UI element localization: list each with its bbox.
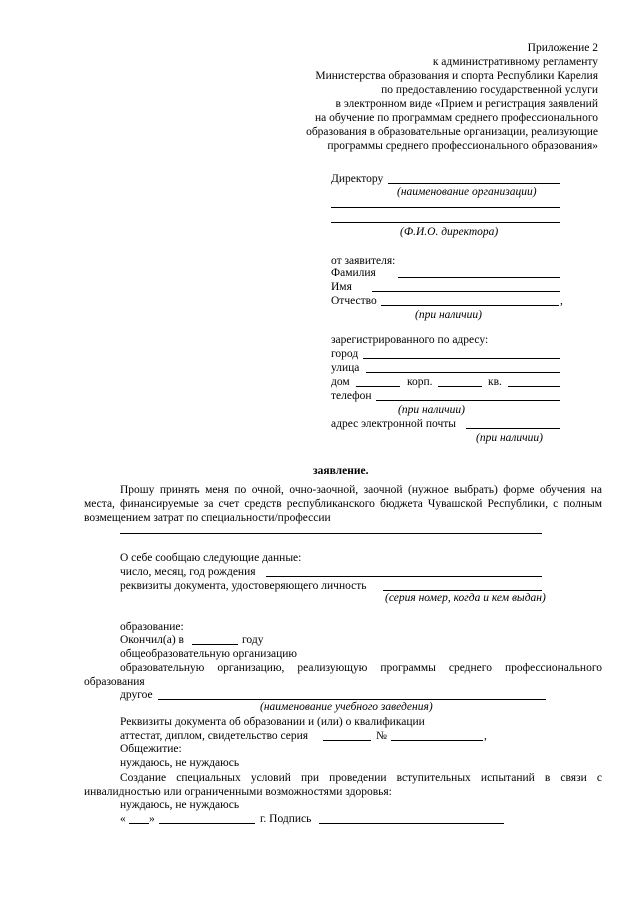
header-line: в электронном виде «Прием и регистрация заявлений <box>335 98 598 110</box>
city-label: город <box>331 348 359 360</box>
phone-field[interactable] <box>376 400 560 401</box>
header-line: Министерства образования и спорта Республики Карелия <box>315 70 598 82</box>
building-field[interactable] <box>438 386 482 387</box>
doc-requisites-label: Реквизиты документа об образовании и (или) о квалификации <box>120 716 425 728</box>
street-field[interactable] <box>366 372 560 373</box>
id-doc-field[interactable] <box>383 590 542 591</box>
patronymic-comma: , <box>560 295 563 307</box>
registered-label: зарегистрированного по адресу: <box>331 334 489 346</box>
cert-comma: , <box>484 730 487 742</box>
surname-label: Фамилия <box>331 267 376 279</box>
house-label: дом <box>331 376 350 388</box>
patronymic-field[interactable] <box>381 305 559 306</box>
date-close-quote: » <box>149 813 155 825</box>
cert-number-field[interactable] <box>391 740 483 741</box>
signature-field[interactable] <box>319 823 504 824</box>
if-any-hint: (при наличии) <box>398 404 465 416</box>
header-line: на обучение по программам среднего профессионального <box>315 112 598 124</box>
director-line-2[interactable] <box>331 222 560 223</box>
education-label: образование: <box>120 621 184 633</box>
director-label: Директору <box>331 173 384 185</box>
about-label: О себе сообщаю следующие данные: <box>120 552 302 564</box>
house-field[interactable] <box>356 386 400 387</box>
id-doc-hint: (серия номер, когда и кем выдан) <box>385 592 546 604</box>
spo-org-option[interactable]: образовательную организацию, реализующую программы среднего профессионального образования <box>84 662 602 688</box>
street-label: улица <box>331 362 360 374</box>
apartment-field[interactable] <box>508 386 560 387</box>
year-label: году <box>242 634 264 646</box>
from-applicant-label: от заявителя: <box>331 255 396 267</box>
city-field[interactable] <box>363 358 560 359</box>
if-any-hint: (при наличии) <box>415 309 482 321</box>
email-field[interactable] <box>466 428 560 429</box>
dorm-options[interactable]: нуждаюсь, не нуждаюсь <box>120 757 240 769</box>
director-line-1[interactable] <box>331 207 560 208</box>
cert-series-field[interactable] <box>323 740 371 741</box>
apartment-label: кв. <box>488 376 502 388</box>
year-signature-label: г. Подпись <box>260 813 312 825</box>
request-paragraph: Прошу принять меня по очной, очно-заочной, заочной (нужное выбрать) форме обучения на места, финансируемые за счет средств республиканского бюджета Чувашской Республики, с полным возмещением затрат по специальности/профессии <box>84 484 602 524</box>
patronymic-label: Отчество <box>331 295 377 307</box>
dorm-label: Общежитие: <box>120 743 182 755</box>
header-line: к административному регламенту <box>432 56 598 68</box>
school-hint: (наименование учебного заведения) <box>260 701 433 713</box>
name-label: Имя <box>331 281 352 293</box>
header-line: программы среднего профессионального образования» <box>327 140 598 152</box>
header-line: образования в образовательные организации, реализующие <box>306 126 598 138</box>
building-label: корп. <box>407 376 433 388</box>
graduated-label: Окончил(а) в <box>120 634 184 646</box>
header-line: по предоставлению государственной услуги <box>381 84 598 96</box>
surname-field[interactable] <box>398 277 560 278</box>
birth-label: число, месяц, год рождения <box>120 566 256 578</box>
cert-label: аттестат, диплом, свидетельство серия <box>120 730 309 742</box>
document-title: заявление. <box>313 465 369 477</box>
number-label: № <box>376 730 387 742</box>
special-options[interactable]: нуждаюсь, не нуждаюсь <box>120 799 240 811</box>
date-open-quote: « <box>120 813 126 825</box>
other-label: другое <box>120 689 153 701</box>
id-doc-label: реквизиты документа, удостоверяющего личность <box>120 580 367 592</box>
general-org-option[interactable]: общеобразовательную организацию <box>120 648 297 660</box>
phone-label: телефон <box>331 390 372 402</box>
director-org-line[interactable] <box>388 183 560 184</box>
appendix-number: Приложение 2 <box>527 42 598 54</box>
if-any-hint: (при наличии) <box>476 432 543 444</box>
date-month-year-field[interactable] <box>159 823 255 824</box>
birth-field[interactable] <box>266 576 542 577</box>
email-label: адрес электронной почты <box>331 418 456 430</box>
name-field[interactable] <box>372 291 560 292</box>
specialty-field[interactable] <box>120 533 542 534</box>
special-conditions-label: Создание специальных условий при проведении вступительных испытаний в связи с инвалидностью или ограниченными возможностями здоровья: <box>84 772 602 798</box>
org-hint: (наименование организации) <box>397 186 537 198</box>
graduation-year-field[interactable] <box>192 644 238 645</box>
fio-hint: (Ф.И.О. директора) <box>400 226 499 238</box>
other-field[interactable] <box>158 699 546 700</box>
date-day-field[interactable] <box>129 823 149 824</box>
